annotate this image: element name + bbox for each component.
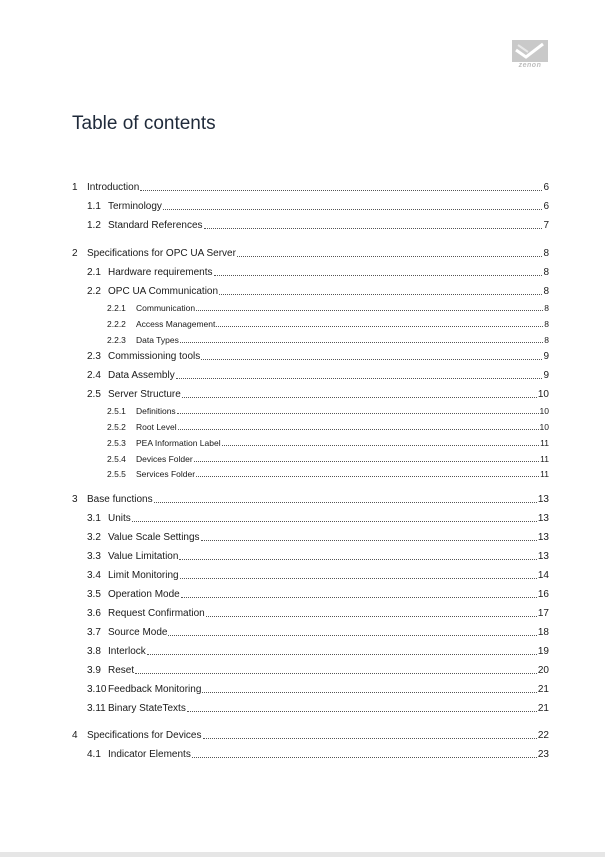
toc-entry-page: 20 xyxy=(537,665,549,676)
toc-entry-title: Binary StateTexts xyxy=(108,703,186,714)
toc-leader-dots xyxy=(176,377,543,379)
toc-entry[interactable] xyxy=(87,747,549,761)
toc-entry-page: 19 xyxy=(537,646,549,657)
toc-entry-page: 14 xyxy=(537,570,549,581)
toc-entry-number: 3 xyxy=(72,494,78,505)
toc-entry-title: Value Limitation xyxy=(108,551,179,562)
toc-entry-page: 13 xyxy=(537,513,549,524)
toc-entry[interactable] xyxy=(107,403,549,417)
toc-entry-page: 9 xyxy=(543,351,549,362)
toc-entry[interactable] xyxy=(72,180,549,194)
toc-entry[interactable] xyxy=(107,419,549,433)
toc-entry-page: 10 xyxy=(539,422,549,432)
toc-leader-dots xyxy=(147,653,537,655)
toc-leader-dots xyxy=(180,577,537,579)
toc-entry-page: 6 xyxy=(543,182,549,193)
toc-leader-dots xyxy=(182,396,537,398)
toc-entry-page: 10 xyxy=(537,389,549,400)
toc-entry-number: 3.11 xyxy=(87,703,106,714)
toc-entry-number: 4 xyxy=(72,730,78,741)
toc-entry-title: Base functions xyxy=(87,494,153,505)
toc-entry[interactable] xyxy=(107,466,549,480)
toc-entry-number: 2.1 xyxy=(87,267,101,278)
toc-entry-title: Data Assembly xyxy=(108,370,175,381)
toc-leader-dots xyxy=(201,539,537,541)
toc-entry[interactable] xyxy=(72,246,549,260)
toc-leader-dots xyxy=(201,358,542,360)
toc-entry-page: 11 xyxy=(540,438,549,448)
toc-entry-title: Request Confirmation xyxy=(108,608,205,619)
toc-entry[interactable] xyxy=(87,530,549,544)
toc-entry-page: 16 xyxy=(537,589,549,600)
toc-entry-number: 1 xyxy=(72,182,78,193)
toc-entry-number: 3.7 xyxy=(87,627,101,638)
toc-entry-title: Specifications for Devices xyxy=(87,730,202,741)
toc-entry-number: 2.4 xyxy=(87,370,101,381)
toc-entry-title: Access Management xyxy=(136,319,216,329)
toc-entry[interactable] xyxy=(107,300,549,314)
toc-entry-page: 23 xyxy=(537,749,549,760)
toc-entry-number: 2.2.1 xyxy=(107,303,126,313)
toc-entry[interactable] xyxy=(87,568,549,582)
toc-entry[interactable] xyxy=(87,387,549,401)
toc-entry-title: Units xyxy=(108,513,131,524)
toc-entry-title: Source Mode xyxy=(108,627,168,638)
toc-entry[interactable] xyxy=(72,728,549,742)
toc-entry-page: 13 xyxy=(537,551,549,562)
page-title: Table of contents xyxy=(72,113,216,134)
toc-entry[interactable] xyxy=(87,682,549,696)
toc-entry[interactable] xyxy=(87,349,549,363)
toc-entry-number: 4.1 xyxy=(87,749,101,760)
toc-entry[interactable] xyxy=(87,606,549,620)
toc-entry-title: Data Types xyxy=(136,335,179,345)
toc-entry-title: Commissioning tools xyxy=(108,351,201,362)
toc-entry-number: 2.5.3 xyxy=(107,438,126,448)
toc-entry-page: 8 xyxy=(544,335,549,345)
toc-leader-dots xyxy=(181,596,537,598)
toc-entry-title: Feedback Monitoring xyxy=(108,684,202,695)
toc-entry-page: 8 xyxy=(543,248,549,259)
toc-leader-dots xyxy=(202,691,536,693)
toc-entry-page: 9 xyxy=(543,370,549,381)
toc-leader-dots xyxy=(214,274,543,276)
toc-entry-page: 13 xyxy=(537,532,549,543)
toc-entry-page: 11 xyxy=(540,454,549,464)
toc-entry-title: Operation Mode xyxy=(108,589,180,600)
toc-entry[interactable] xyxy=(72,492,549,506)
toc-entry-number: 2.2 xyxy=(87,286,101,297)
toc-entry-page: 7 xyxy=(543,220,549,231)
toc-entry[interactable] xyxy=(87,701,549,715)
logo-text: zenon xyxy=(518,62,542,69)
toc-leader-dots xyxy=(203,737,537,739)
toc-leader-dots xyxy=(206,615,537,617)
toc-leader-dots xyxy=(180,341,543,343)
toc-leader-dots xyxy=(179,558,536,560)
toc-leader-dots xyxy=(163,208,543,210)
toc-entry[interactable] xyxy=(87,549,549,563)
toc-entry-number: 2.2.2 xyxy=(107,319,126,329)
toc-leader-dots xyxy=(194,460,539,462)
toc-entry-page: 8 xyxy=(544,303,549,313)
toc-entry[interactable] xyxy=(87,368,549,382)
toc-leader-dots xyxy=(219,293,542,295)
toc-entry[interactable] xyxy=(107,316,549,330)
toc-entry-number: 3.1 xyxy=(87,513,101,524)
toc-entry-number: 3.5 xyxy=(87,589,101,600)
toc-entry-number: 3.2 xyxy=(87,532,101,543)
toc-entry-page: 18 xyxy=(537,627,549,638)
toc-entry-number: 3.4 xyxy=(87,570,101,581)
toc-entry-number: 2.5.5 xyxy=(107,469,126,479)
toc-entry-page: 8 xyxy=(544,319,549,329)
toc-entry[interactable] xyxy=(87,218,549,232)
toc-entry-title: Reset xyxy=(108,665,135,676)
toc-entry[interactable] xyxy=(107,451,549,465)
toc-entry-title: Hardware requirements xyxy=(108,267,213,278)
toc-entry[interactable] xyxy=(87,663,549,677)
toc-leader-dots xyxy=(154,501,537,503)
toc-leader-dots xyxy=(187,710,537,712)
toc-entry-title: Introduction xyxy=(87,182,140,193)
toc-leader-dots xyxy=(132,520,537,522)
toc-entry-number: 3.9 xyxy=(87,665,101,676)
toc-entry[interactable] xyxy=(107,435,549,449)
toc-entry[interactable] xyxy=(87,587,549,601)
toc-entry-page: 22 xyxy=(537,730,549,741)
toc-entry-page: 21 xyxy=(537,684,549,695)
toc-leader-dots xyxy=(237,255,542,257)
toc-entry-page: 10 xyxy=(539,406,549,416)
toc-entry-title: Server Structure xyxy=(108,389,181,400)
toc-entry-page: 17 xyxy=(537,608,549,619)
toc-entry[interactable] xyxy=(87,199,549,213)
toc-entry-page: 21 xyxy=(537,703,549,714)
toc-entry-number: 3.8 xyxy=(87,646,101,657)
toc-entry[interactable] xyxy=(87,644,549,658)
toc-leader-dots xyxy=(196,475,539,477)
toc-leader-dots xyxy=(168,634,536,636)
toc-entry-number: 2.5.4 xyxy=(107,454,126,464)
toc-leader-dots xyxy=(177,412,539,414)
toc-entry-title: Terminology xyxy=(108,201,162,212)
toc-entry-number: 2.5.1 xyxy=(107,406,126,416)
toc-entry-title: Definitions xyxy=(136,406,176,416)
toc-leader-dots xyxy=(204,227,543,229)
toc-leader-dots xyxy=(135,672,537,674)
toc-entry-title: Specifications for OPC UA Server xyxy=(87,248,236,259)
toc-entry-title: Services Folder xyxy=(136,469,196,479)
toc-entry-number: 2.5.2 xyxy=(107,422,126,432)
toc-entry[interactable] xyxy=(87,511,549,525)
toc-entry[interactable] xyxy=(87,265,549,279)
toc-entry[interactable] xyxy=(87,284,549,298)
toc-entry-title: Limit Monitoring xyxy=(108,570,179,581)
toc-entry-title: Interlock xyxy=(108,646,146,657)
toc-entry-number: 3.10 xyxy=(87,684,107,695)
toc-entry-page: 11 xyxy=(540,469,549,479)
toc-entry-title: PEA Information Label xyxy=(136,438,221,448)
toc-entry-number: 2.2.3 xyxy=(107,335,126,345)
toc-leader-dots xyxy=(178,428,539,430)
toc-entry-number: 2.5 xyxy=(87,389,101,400)
toc-entry-title: OPC UA Communication xyxy=(108,286,219,297)
toc-leader-dots xyxy=(196,309,543,311)
toc-entry-title: Indicator Elements xyxy=(108,749,191,760)
toc-entry-title: Standard References xyxy=(108,220,203,231)
zenon-logo xyxy=(512,40,548,70)
toc-leader-dots xyxy=(192,756,537,758)
toc-entry-page: 13 xyxy=(537,494,549,505)
toc-entry-number: 2.3 xyxy=(87,351,101,362)
toc-entry-number: 3.6 xyxy=(87,608,101,619)
toc-entry-number: 1.1 xyxy=(87,201,101,212)
toc-leader-dots xyxy=(222,444,540,446)
toc-entry[interactable] xyxy=(107,332,549,346)
toc-leader-dots xyxy=(140,189,542,191)
toc-entry[interactable] xyxy=(87,625,549,639)
toc-entry-number: 2 xyxy=(72,248,78,259)
toc-entry-title: Devices Folder xyxy=(136,454,193,464)
toc-entry-title: Root Level xyxy=(136,422,177,432)
toc-entry-page: 8 xyxy=(543,286,549,297)
toc-entry-number: 1.2 xyxy=(87,220,101,231)
toc-entry-title: Value Scale Settings xyxy=(108,532,200,543)
page-bottom-edge xyxy=(0,852,605,857)
toc-entry-title: Communication xyxy=(136,303,196,313)
toc-entry-page: 6 xyxy=(543,201,549,212)
zenon-logo-icon xyxy=(512,40,548,62)
toc-entry-number: 3.3 xyxy=(87,551,101,562)
toc-entry-page: 8 xyxy=(543,267,549,278)
toc-leader-dots xyxy=(216,325,543,327)
